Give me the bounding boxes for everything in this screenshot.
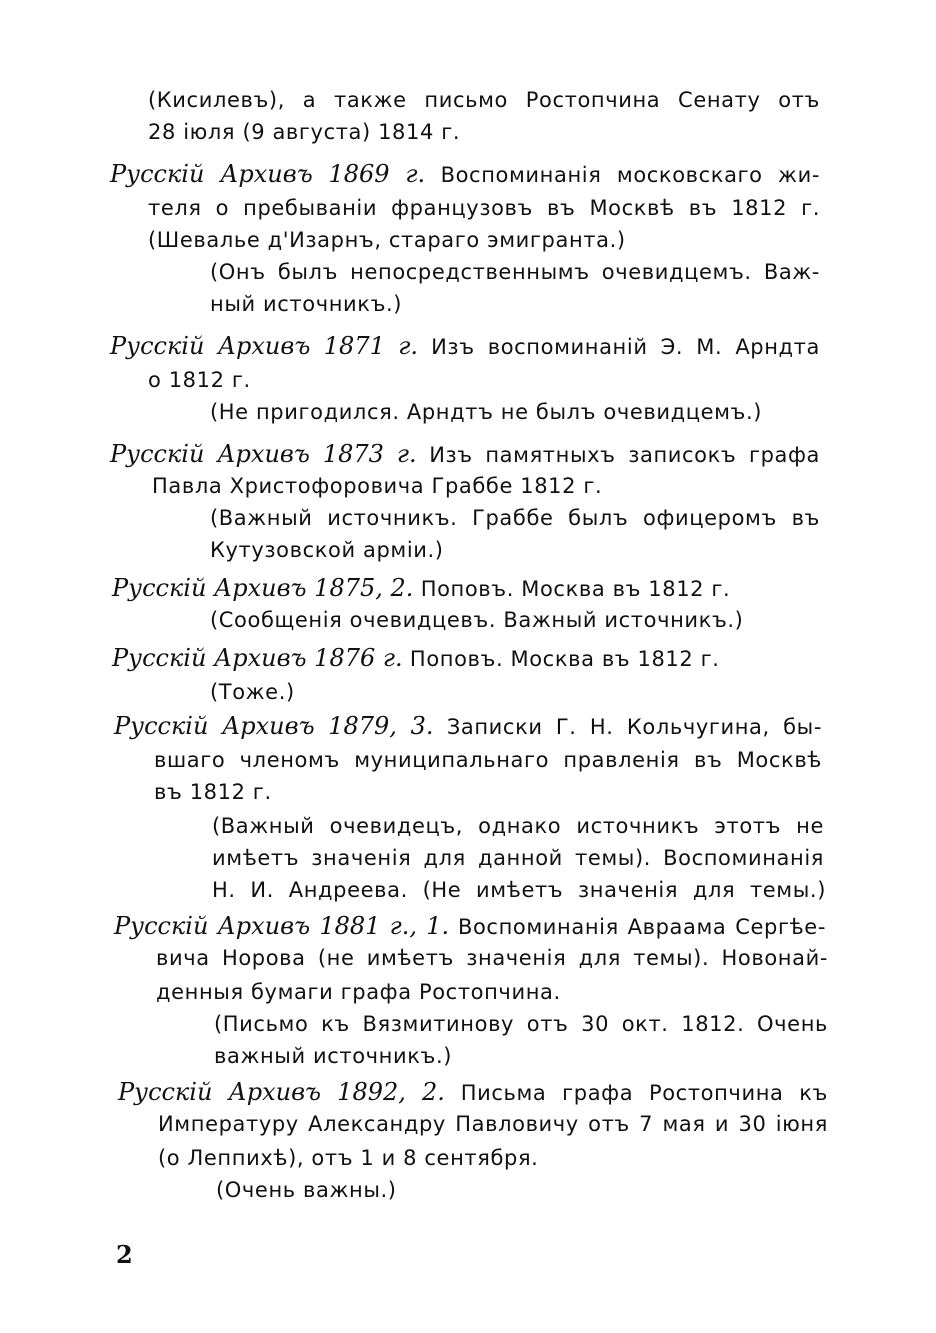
bibliography-entry-1892: [118, 1078, 828, 1107]
source-title: Русскій Архивъ 1873 г.: [110, 440, 417, 468]
note-line: (Важный источникъ. Граббе былъ офицеромъ въ: [210, 506, 820, 530]
entry-text: Изъ воспоминаній Э. М. Арндта: [431, 335, 820, 359]
note-line: (Важный очевидецъ, однако источникъ этотъ не: [212, 814, 824, 838]
note-line: (Письмо къ Вязмитинову отъ 30 окт. 1812. Очень: [214, 1012, 828, 1036]
entry-text: Воспоминанія московскаго жи-: [440, 163, 821, 187]
text-line: теля о пребываніи французовъ въ Москвѣ въ 1812 г.: [148, 196, 820, 220]
bibliography-entry-1881: [114, 912, 826, 941]
source-title: Русскій Архивъ 1892, 2.: [118, 1078, 445, 1106]
note-line: (Тоже.): [210, 680, 295, 704]
note-line: (Сообщенія очевидцевъ. Важный источникъ.): [210, 608, 744, 632]
note-line: Н. И. Андреева. (Не имѣетъ значенія для темы.): [212, 878, 826, 902]
text-line: вича Норова (не имѣетъ значенія для темы). Новонай-: [156, 946, 828, 970]
bibliography-entry-1875: [112, 574, 730, 603]
source-title: Русскій Архивъ 1875, 2.: [112, 574, 414, 602]
text-line: Павла Христофоровича Граббе 1812 г.: [152, 474, 603, 498]
note-line: имѣетъ значенія для данной темы). Воспоминанія: [212, 846, 824, 870]
note-line: (Онъ былъ непосредственнымъ очевидцемъ. Важ-: [210, 260, 820, 284]
text-line: (Кисилевъ), а также письмо Ростопчина Сенату отъ: [148, 88, 820, 112]
entry-text: Письма графа Ростопчина къ: [460, 1081, 828, 1105]
text-line: денныя бумаги графа Ростопчина.: [156, 980, 561, 1004]
note-line: ный источникъ.): [210, 292, 403, 316]
source-title: Русскій Архивъ 1869 г.: [110, 160, 426, 188]
source-title: Русскій Архивъ 1871 г.: [110, 332, 419, 360]
bibliography-entry-1879: [114, 712, 822, 741]
bibliography-entry-1871: [110, 332, 820, 361]
note-line: (Не пригодился. Арндтъ не былъ очевидцемъ.): [210, 400, 763, 424]
text-line: (Шевалье д'Изарнъ, стараго эмигранта.): [148, 228, 626, 252]
bibliography-entry-1873: [110, 440, 820, 469]
text-line: вшаго членомъ муниципальнаго правленія въ Москвѣ: [154, 748, 822, 772]
note-line: важный источникъ.): [214, 1044, 453, 1068]
text-line: въ 1812 г.: [154, 780, 272, 804]
bibliography-entry-1869: [110, 160, 820, 189]
entry-text: Поповъ. Москва въ 1812 г.: [409, 647, 720, 671]
text-line: о 1812 г.: [148, 368, 251, 392]
text-line: 28 іюля (9 августа) 1814 г.: [148, 120, 461, 144]
entry-text: Поповъ. Москва въ 1812 г.: [420, 577, 731, 601]
source-title: Русскій Архивъ 1876 г.: [112, 644, 403, 672]
source-title: Русскій Архивъ 1881 г., 1.: [114, 912, 450, 940]
source-title: Русскій Архивъ 1879, 3.: [114, 712, 434, 740]
entry-text: Изъ памятныхъ записокъ графа: [429, 443, 820, 467]
page-number: 2: [116, 1240, 133, 1269]
bibliography-entry-1876: [112, 644, 720, 673]
entry-text: Записки Г. Н. Кольчугина, бы-: [446, 715, 823, 739]
entry-text: Воспоминанія Авраама Сергѣе-: [457, 915, 827, 939]
note-line: (Очень важны.): [216, 1178, 397, 1202]
text-line: Импературу Александру Павловичу отъ 7 мая и 30 іюня: [158, 1112, 828, 1136]
note-line: Кутузовской арміи.): [210, 538, 444, 562]
text-line: (о Леппихѣ), отъ 1 и 8 сентября.: [158, 1146, 539, 1170]
